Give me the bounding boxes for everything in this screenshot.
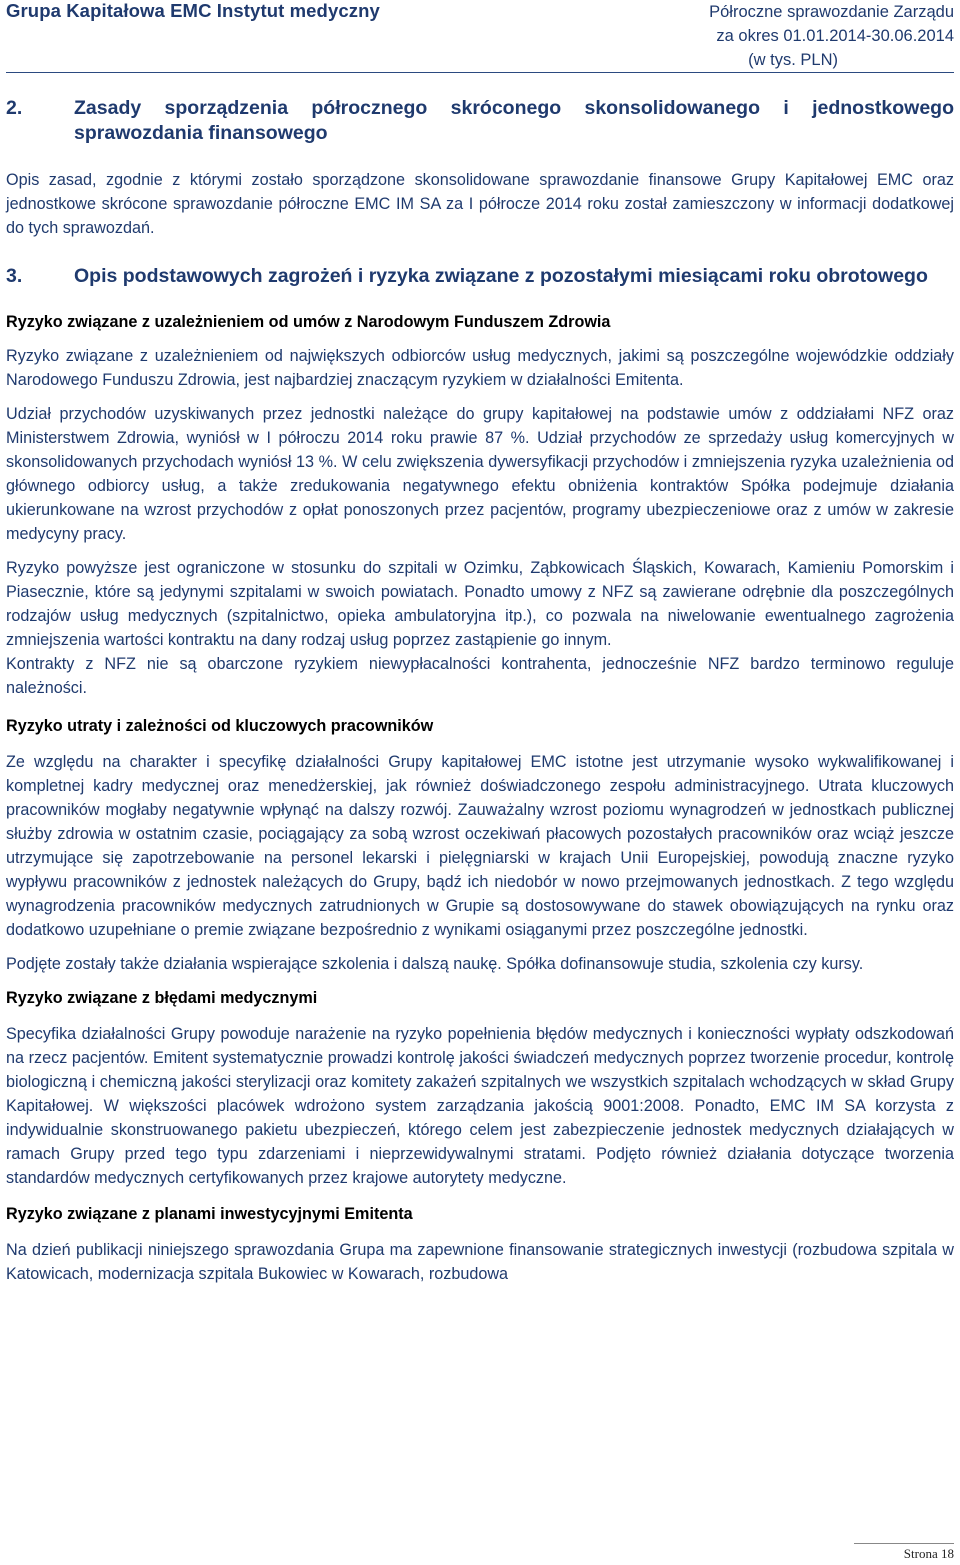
risk-nfz-paragraph-2: Udział przychodów uzyskiwanych przez jednostki należące do grupy kapitałowej na podstawie umów z oddziałami NFZ oraz Ministerstwem Zdrowia, wyniósł w I półroczu 2014 roku prawie 87 %. Udział przychodów ze sprzedaży usług komercyjnych w skonsolidowanych przychodach wyniósł 13 %. W celu zwiększenia dywersyfikacji przychodów i zmniejszenia ryzyka uzależnienia od głównego odbiorcy usług, a także zredukowania negatywnego efektu obniżenia kontraktów Spółka podejmuje działania ukierunkowane na wzrost przychodów z opłat ponoszonych przez pacjentów, programy ubezpieczeniowe oraz z umów w zakresie medycyny pracy. — [6, 405, 954, 543]
report-period: za okres 01.01.2014-30.06.2014 — [716, 27, 954, 45]
section-3-title: Opis podstawowych zagrożeń i ryzyka związane z pozostałymi miesiącami roku obrotowego — [74, 265, 928, 287]
page-content — [6, 96, 954, 1286]
report-title: Półroczne sprawozdanie Zarządu — [709, 3, 954, 21]
section-2-heading — [6, 96, 954, 146]
risk-investment-heading: Ryzyko związane z planami inwestycyjnymi Emitenta — [6, 1205, 413, 1223]
section-2-body: Opis zasad, zgodnie z którymi zostało sporządzone skonsolidowane sprawozdanie finansowe Grupy Kapitałowej EMC oraz jednostkowe skrócone sprawozdanie półroczne EMC IM SA za I półrocze 2014 roku został zamieszczony w informacji dodatkowej do tych sprawozdań. — [6, 171, 954, 237]
section-3-number: 3. — [6, 265, 23, 287]
risk-medical-errors-paragraph-1: Specyfika działalności Grupy powoduje narażenie na ryzyko popełnienia błędów medycznych i konieczności wypłaty odszkodowań na rzecz pacjentów. Emitent systematycznie prowadzi kontrolę jakości świadczeń medycznych poprzez tworzenie procedur, kontrolę biologiczną i chemiczną jakości sterylizacji oraz komitety zakażeń szpitalnych we wszystkich szpitalach wchodzących w skład Grupy Kapitałowej. W większości placówek wdrożono system zarządzania jakością 9001:2008. Ponadto, EMC IM SA korzysta z indywidualnie skonstruowanego pakietu ubezpieczeń, którego celem jest zabezpieczenie jednostek medycznych działających w ramach Grupy przed tego typu zdarzeniami i nieprzewidywalnymi stratami. Podjęto również działania dotyczące tworzenia standardów medycznych certyfikowanych przez krajowe autorytety medyczne. — [6, 1025, 954, 1187]
header-divider — [6, 72, 954, 73]
section-3-heading — [6, 264, 954, 289]
page-number: Strona 18 — [854, 1543, 954, 1565]
risk-nfz-paragraph-3: Ryzyko powyższe jest ograniczone w stosunku do szpitali w Ozimku, Ząbkowicach Śląskich, Kowarach, Kamieniu Pomorskim i Piasecznie, które są jedynymi szpitalami w swoich powiatach. Ponadto umowy z NFZ są zawierane odrębnie dla poszczególnych rodzajów usług medycznych (szpitalnictwo, opieka ambulatoryjna itp.), co pozwala na niwelowanie ewentualnego zagrożenia zmniejszenia wartości kontraktu na dany rodzaj usług poprzez zastąpienie go innym. — [6, 559, 954, 649]
risk-nfz-heading: Ryzyko związane z uzależnieniem od umów z Narodowym Funduszem Zdrowia — [6, 313, 611, 331]
risk-nfz-paragraph-4: Kontrakty z NFZ nie są obarczone ryzykiem niewypłacalności kontrahenta, jednocześnie NFZ bardzo terminowo reguluje należności. — [6, 655, 954, 697]
company-name: Grupa Kapitałowa EMC Instytut medyczny — [6, 0, 380, 21]
section-2-title: Zasady sporządzenia półrocznego skróconego skonsolidowanego i jednostkowego sprawozdania finansowego — [74, 97, 954, 144]
risk-staff-paragraph-1: Ze względu na charakter i specyfikę działalności Grupy kapitałowej EMC istotne jest utrzymanie wysoko wykwalifikowanej i kompletnej kadry medycznej oraz menedżerskiej, jak również doświadczonego zespołu administracyjnego. Utrata kluczowych pracowników mogłaby negatywnie wpłynąć na dalszy rozwój. Zauważalny wzrost poziomu wynagrodzeń w jednostkach publicznej służby zdrowia w ostatnim czasie, pociągający za sobą wzrost oczekiwań płacowych pozostałych pracowników oraz wciąż jeszcze utrzymujące się zapotrzebowanie na personel lekarski i pielęgniarski w krajach Unii Europejskiej, powodują znaczne ryzyko wypływu pracowników z jednostek należących do Grupy, bądź ich niedobór w nowo przejmowanych jednostkach. Z tego względu wynagrodzenia pracowników medycznych zatrudnionych w Grupie są dostosowywane do stawek obowiązujących na rynku oraz dodatkowo uzupełniane o premie związane bezpośrednio z wynikami osiąganymi przez poszczególne jednostki. — [6, 753, 954, 939]
report-unit: (w tys. PLN) — [748, 51, 838, 69]
report-info — [709, 0, 954, 72]
section-2-number: 2. — [6, 97, 23, 119]
risk-medical-errors-heading: Ryzyko związane z błędami medycznymi — [6, 989, 318, 1007]
page-header — [0, 0, 960, 72]
risk-investment-paragraph-1: Na dzień publikacji niniejszego sprawozdania Grupa ma zapewnione finansowanie strategicznych inwestycji (rozbudowa szpitala w Katowicach, modernizacja szpitala Bukowiec w Kowarach, rozbudowa — [6, 1241, 954, 1283]
risk-nfz-paragraph-1: Ryzyko związane z uzależnieniem od największych odbiorców usług medycznych, jakimi są poszczególne wojewódzkie oddziały Narodowego Funduszu Zdrowia, jest najbardziej znaczącym ryzykiem w działalności Emitenta. — [6, 347, 954, 389]
risk-staff-heading: Ryzyko utraty i zależności od kluczowych pracowników — [6, 717, 434, 735]
risk-staff-paragraph-2: Podjęte zostały także działania wspierające szkolenia i dalszą naukę. Spółka dofinansowuje studia, szkolenia czy kursy. — [6, 955, 864, 973]
